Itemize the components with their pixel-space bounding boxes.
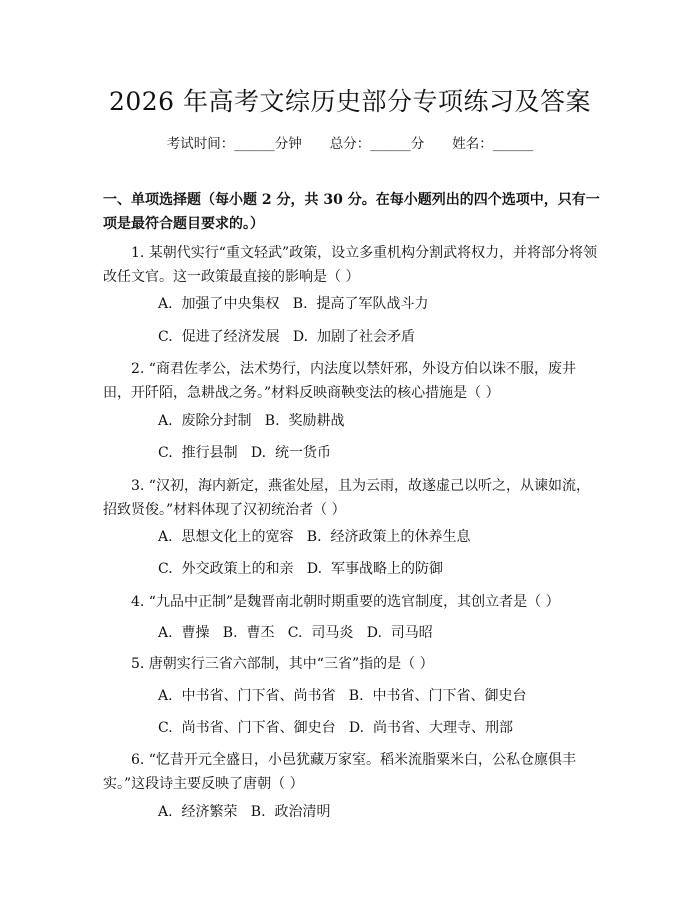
- total-score-field: 总分：______分: [329, 136, 425, 152]
- question-2-options-row-2: C. 推行县制 D. 统一货币: [158, 445, 331, 461]
- question-4-options-row-1: A. 曹操 B. 曹丕 C. 司马炎 D. 司马昭: [158, 625, 433, 641]
- question-1-options-row-1: A. 加强了中央集权 B. 提高了军队战斗力: [158, 296, 429, 312]
- question-3: 3. “汉初，海内新定，燕雀处屋，且为云雨，故遂虚己以听之，从谏如流，招致贤俊。”材料体现了汉初统治者（ ）: [103, 478, 590, 518]
- question-3-options-row-2: C. 外交政策上的和亲 D. 军事战略上的防御: [158, 561, 443, 577]
- exam-time-field: 考试时间：______分钟: [166, 136, 302, 152]
- student-name-field: 姓名：______: [452, 136, 534, 152]
- question-5-options-row-1: A. 中书省、门下省、尚书省 B. 中书省、门下省、御史台: [158, 688, 527, 704]
- section-heading: 一、单项选择题（每小题 2 分，共 30 分。在每小题列出的四个选项中，只有一项是最符合题目要求的。）: [103, 192, 600, 232]
- question-5-options-row-2: C. 尚书省、门下省、御史台 D. 尚书省、大理寺、刑部: [158, 720, 513, 736]
- question-2-options-row-1: A. 废除分封制 B. 奖励耕战: [158, 413, 345, 429]
- question-6-options-row-1: A. 经济繁荣 B. 政治清明: [158, 804, 331, 820]
- question-3-options-row-1: A. 思想文化上的宽容 B. 经济政策上的休养生息: [158, 529, 471, 545]
- page-title: 2026 年高考文综历史部分专项练习及答案: [108, 87, 592, 116]
- question-2: 2. “商君佐孝公，法术势行，内法度以禁奸邪，外设方伯以诛不服，废井田，开阡陌，急耕战之务。”材料反映商鞅变法的核心措施是（ ）: [103, 361, 576, 401]
- question-1: 1. 某朝代实行“重文轻武”政策，设立多重机构分割武将权力，并将部分将领改任文官。这一政策最直接的影响是（ ）: [103, 245, 598, 285]
- question-5: 5. 唐朝实行三省六部制，其中“三省”指的是（ ）: [131, 656, 434, 672]
- question-4: 4. “九品中正制”是魏晋南北朝时期重要的选官制度，其创立者是（ ）: [131, 594, 560, 610]
- exam-info-line: [0, 132, 700, 152]
- question-1-options-row-2: C. 促进了经济发展 D. 加剧了社会矛盾: [158, 329, 415, 345]
- question-6: 6. “忆昔开元全盛日，小邑犹藏万家室。稻米流脂粟米白，公私仓廪俱丰实。”这段诗主要反映了唐朝（ ）: [103, 752, 576, 792]
